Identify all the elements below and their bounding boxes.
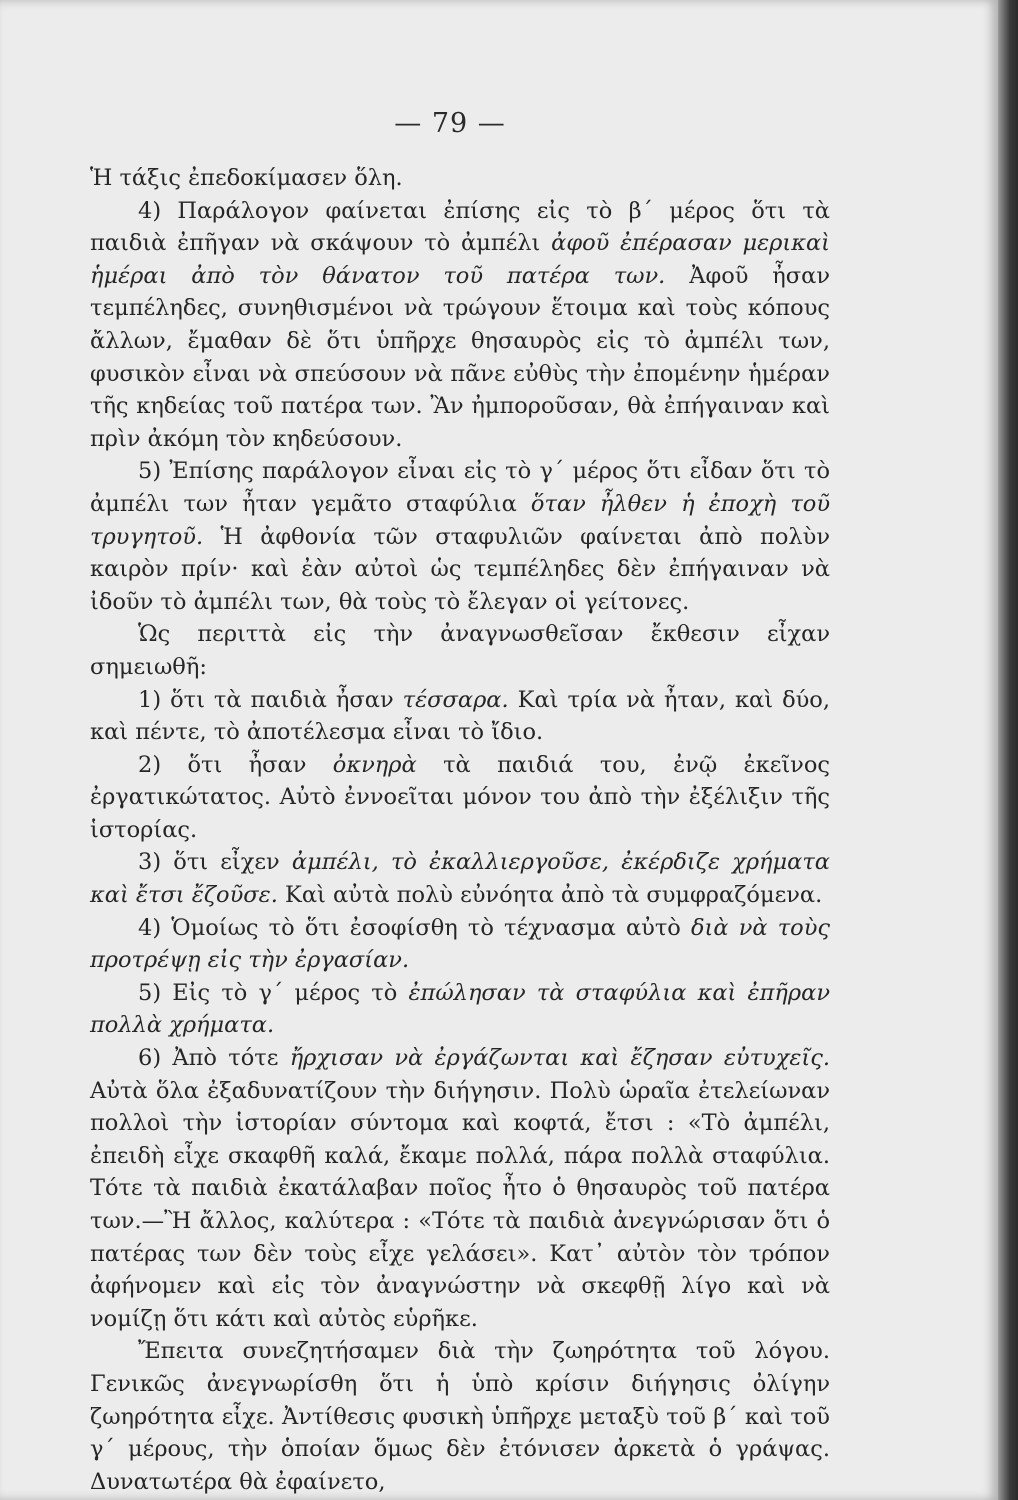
text-segment: Ἔπειτα συνεζητήσαμεν διὰ τὴν ζωηρότητα τοῦ λόγου. Γενικῶς ἀνεγνωρίσθη ὅτι ἡ ὑπὸ κρίσιν διήγησις ὀλίγην ζωηρότητα εἶχε. Ἀντίθεσις φυσικὴ ὑπῆρχε μεταξὺ τοῦ β΄ καὶ τοῦ γ΄ μέρους, τὴν ὁποίαν ὅμως δὲν ἐτόνισεν ἀρκετὰ ὁ γράψας. Δυνατωτέρα θὰ ἐφαίνετο, <box>90 1338 830 1495</box>
text-segment: 1) ὅτι τὰ παιδιὰ ἦσαν <box>138 686 403 713</box>
paragraph <box>90 977 830 1042</box>
italic-segment: ὀκνηρὰ <box>332 751 417 778</box>
page-number: — 79 — <box>394 108 506 139</box>
paragraph <box>90 195 830 456</box>
body-text <box>90 162 830 1498</box>
text-segment: 4) Παράλογον φαίνεται ἐπίσης εἰς τὸ β΄ μέρος ὅτι τὰ παιδιὰ ἐπῆγαν νὰ σκάψουν τὸ ἀμπέλι <box>90 197 830 257</box>
text-segment: τὰ παιδιά του, ἐνῷ ἐκεῖνος ἐργατικώτατος. Αὐτὸ ἐννοεῖται μόνον του ἀπὸ τὴν ἐξέλιξιν τῆς ἱστορίας. <box>90 751 831 843</box>
paragraph <box>90 1042 830 1335</box>
text-segment: 4) Ὁμοίως τὸ ὅτι ἐσοφίσθη τὸ τέχνασμα αὐτὸ <box>138 914 691 941</box>
text-segment: 6) Ἀπὸ τότε <box>138 1045 290 1072</box>
text-segment: Καὶ τρία νὰ ἦταν, καὶ δύο, καὶ πέντε, τὸ ἀποτέλεσμα εἶναι τὸ ἴδιο. <box>90 686 830 746</box>
italic-segment: ἀφοῦ ἐπέρασαν μερικαὶ ἡμέραι ἀπὸ τὸν θάνατον τοῦ πατέρα των. <box>90 230 830 289</box>
italic-segment: ἀμπέλι, τὸ ἐκαλλιεργοῦσε, ἐκέρδιζε χρήματα καὶ ἔτσι ἔζοῦσε. <box>90 849 830 909</box>
italic-segment: διὰ νὰ τοὺς προτρέψῃ εἰς τὴν ἐργασίαν. <box>90 914 830 974</box>
italic-segment: ἐπώλησαν τὰ σταφύλια καὶ ἐπῆραν πολλὰ χρήματα. <box>90 979 830 1039</box>
paragraph <box>90 912 830 977</box>
paragraph <box>90 455 830 618</box>
italic-segment: ἤρχισαν νὰ ἐργάζωνται καὶ ἔζησαν εὐτυχεῖς. <box>289 1045 830 1072</box>
paragraph <box>90 846 830 911</box>
text-segment: Ἡ τάξις ἐπεδοκίμασεν ὅλη. <box>90 165 403 191</box>
text-segment: 5) Ἐπίσης παράλογον εἶναι εἰς τὸ γ΄ μέρος ὅτι εἶδαν ὅτι τὸ ἀμπέλι των ἦταν γεμᾶτο σταφύλια <box>90 458 830 517</box>
text-segment: 2) ὅτι ἦσαν <box>138 751 333 778</box>
text-segment: Αὐτὰ ὅλα ἐξαδυνατίζουν τὴν διήγησιν. Πολὺ ὡραῖα ἐτελείωναν πολλοὶ τὴν ἱστορίαν σύντομα καὶ κοφτά, ἔτσι : «Τὸ ἀμπέλι, ἐπειδὴ εἶχε σκαφθῆ καλά, ἔκαμε πολλά, πάρα πολλὰ σταφύλια. Τότε τὰ παιδιὰ ἐκατάλαβαν ποῖος ἦτο ὁ θησαυρὸς τοῦ πατέρα των.—Ἢ ἄλλος, καλύτερα : «Τότε τὰ παιδιὰ ἀνεγνώρισαν ὅτι ὁ πατέρας των δὲν τοὺς εἶχε γελάσει». Κατ᾿ αὐτὸν τὸν τρόπον ἀφήνομεν καὶ εἰς τὸν ἀναγνώστην νὰ σκεφθῇ λίγο καὶ νὰ νομίζῃ ὅτι κάτι καὶ αὐτὸς εὑρῆκε. <box>90 1077 830 1332</box>
paragraph <box>90 1335 830 1498</box>
paragraph <box>90 749 830 847</box>
text-segment: Ἡ ἀφθονία τῶν σταφυλιῶν φαίνεται ἀπὸ πολὺν καιρὸν πρίν· καὶ ἐὰν αὐτοὶ ὡς τεμπέληδες δὲν ἐπήγαιναν νὰ ἰδοῦν τὸ ἀμπέλι των, θὰ τοὺς τὸ ἔλεγαν οἱ γείτονες. <box>90 523 830 615</box>
italic-segment: τέσσαρα. <box>402 686 509 713</box>
paragraph <box>90 162 830 195</box>
text-segment: 3) ὅτι εἶχεν <box>138 849 292 876</box>
paragraph <box>90 618 830 683</box>
text-segment: 5) Εἰς τὸ γ΄ μέρος τὸ <box>138 979 409 1006</box>
text-segment: Ἀφοῦ ἦσαν τεμπέληδες, συνηθισμένοι νὰ τρώγουν ἕτοιμα καὶ τοὺς κόπους ἄλλων, ἔμαθαν δὲ ὅτι ὑπῆρχε θησαυρὸς εἰς τὸ ἀμπέλι των, φυσικὸν εἶναι νὰ σπεύσουν νὰ πᾶνε εὐθὺς τὴν ἐπομένην ἡμέραν τῆς κηδείας τοῦ πατέρα των. Ἂν ἠμποροῦσαν, θὰ ἐπήγαιναν καὶ πρὶν ἀκόμη τὸν κηδεύσουν. <box>90 262 830 452</box>
italic-segment: ὅταν ἦλθεν ἡ ἐποχὴ τοῦ τρυγητοῦ. <box>90 490 831 550</box>
text-segment: Καὶ αὐτὰ πολὺ εὐνόητα ἀπὸ τὰ συμφραζόμενα. <box>277 882 823 909</box>
page-edge-shadow <box>998 0 1018 1500</box>
paragraph <box>90 684 830 749</box>
text-segment: Ὡς περιττὰ εἰς τὴν ἀναγνωσθεῖσαν ἔκθεσιν εἶχαν σημειωθῆ: <box>90 621 830 680</box>
